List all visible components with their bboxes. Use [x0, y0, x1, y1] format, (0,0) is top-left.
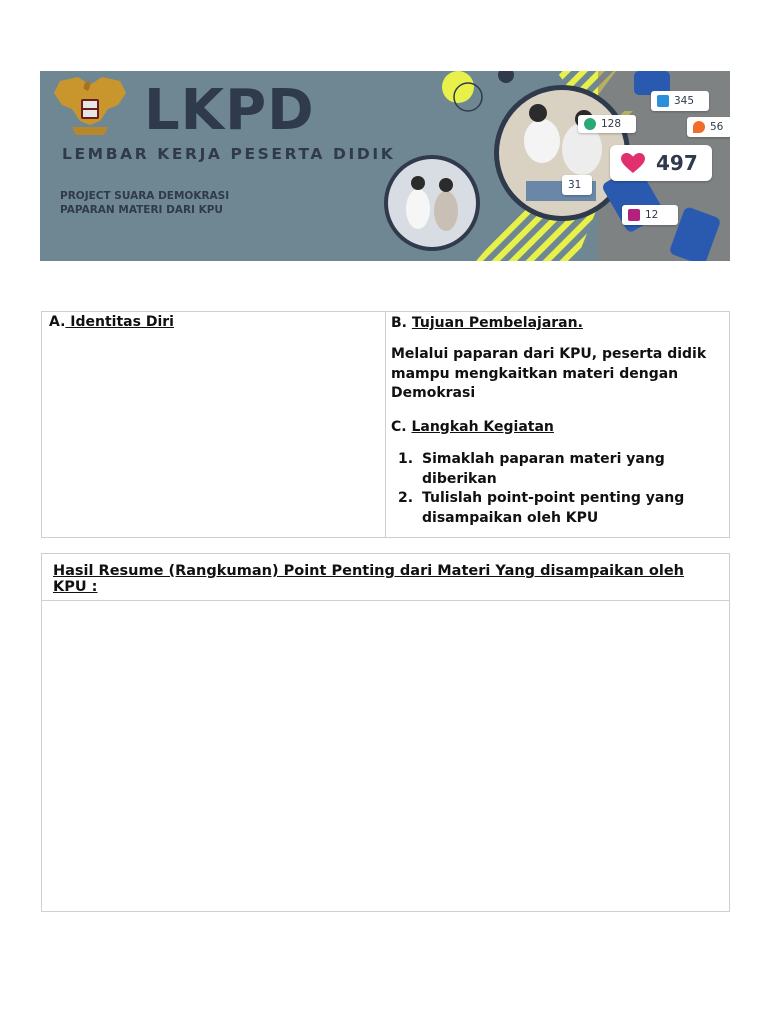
- step-number: 2.: [398, 490, 414, 506]
- step-text: Simaklah paparan materi yang diberikan: [422, 451, 665, 487]
- location-pin-icon: [693, 121, 705, 133]
- chat-icon: [584, 118, 596, 130]
- stat-likes-count: 497: [656, 151, 698, 175]
- learning-goal-text: Melalui paparan dari KPU, peserta didik mampu mengkaitkan materi dengan Demokrasi: [391, 346, 707, 401]
- project-line-1: PROJECT SUARA DEMOKRASI: [60, 190, 230, 202]
- section-b-letter: B.: [391, 315, 407, 331]
- stat-chats: [578, 115, 636, 133]
- resume-answer-area[interactable]: [42, 601, 729, 911]
- stat-partial-count: 31: [568, 179, 582, 191]
- resume-table: [41, 553, 730, 912]
- resume-heading-text: Hasil Resume (Rangkuman) Point Penting dari Materi Yang disampaikan oleh KPU :: [53, 563, 684, 595]
- resume-heading: [42, 554, 729, 601]
- section-a-title: Identitas Diri: [65, 314, 174, 330]
- banner-subtitle: LEMBAR KERJA PESERTA DIDIK: [62, 145, 396, 163]
- stat-photos: [622, 205, 678, 225]
- heart-icon: [620, 152, 646, 174]
- section-b-title: Tujuan Pembelajaran.: [411, 315, 583, 331]
- section-c-heading: [391, 418, 725, 438]
- lkpd-banner: [40, 71, 730, 261]
- stat-places: [687, 117, 730, 137]
- stat-places-count: 56: [710, 121, 724, 133]
- project-line-2: PAPARAN MATERI DARI KPU: [60, 204, 223, 216]
- stat-photos-count: 12: [645, 209, 659, 221]
- list-item: [391, 450, 725, 489]
- stat-likes: [610, 145, 712, 181]
- list-item: [391, 489, 725, 528]
- stat-users-count: 345: [674, 95, 695, 107]
- banner-title: LKPD: [144, 78, 315, 143]
- activity-steps-list: [391, 450, 725, 528]
- user-icon: [657, 95, 669, 107]
- step-text: Tulislah point-point penting yang disampaikan oleh KPU: [422, 490, 685, 526]
- banner-project-text: [60, 189, 229, 217]
- objectives-cell: [387, 312, 729, 537]
- step-number: 1.: [398, 451, 414, 467]
- section-b-heading: [391, 314, 725, 337]
- section-a-letter: A.: [49, 314, 66, 330]
- info-table: [41, 311, 730, 538]
- identity-cell[interactable]: [42, 312, 386, 537]
- section-c-letter: C.: [391, 418, 407, 435]
- stat-users: [651, 91, 709, 111]
- garuda-emblem-icon: [50, 75, 130, 139]
- section-c-title: Langkah Kegiatan: [411, 418, 554, 435]
- stat-chats-count: 128: [601, 118, 622, 130]
- stat-partial: [562, 175, 592, 195]
- camera-icon: [628, 209, 640, 221]
